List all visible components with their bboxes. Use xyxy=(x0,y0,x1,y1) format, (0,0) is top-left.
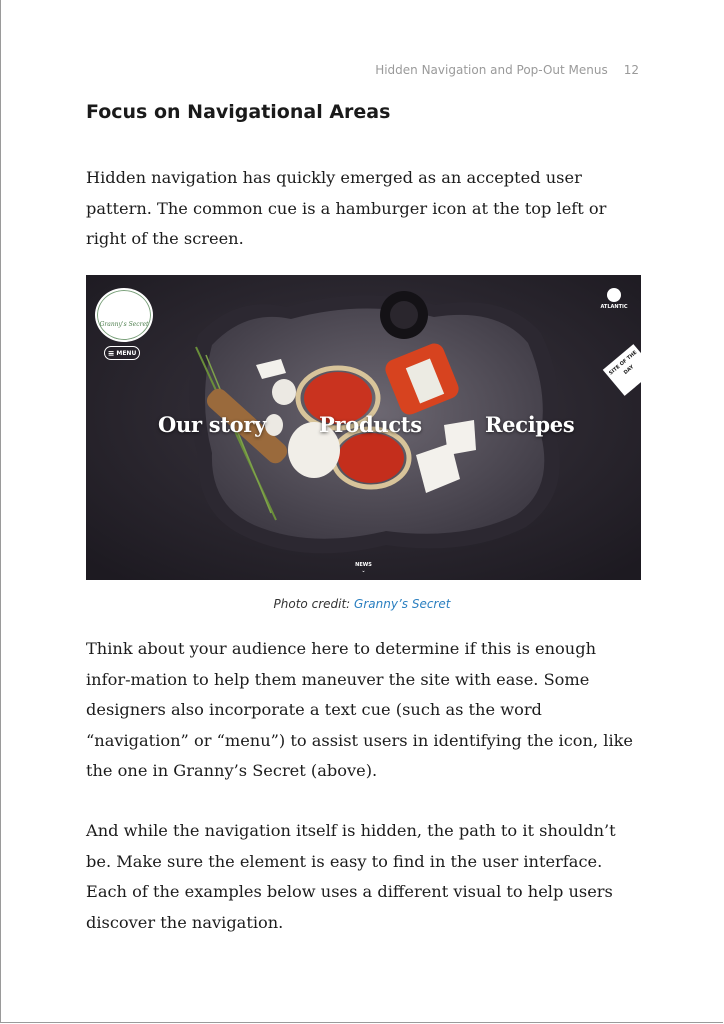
page-number: 12 xyxy=(623,63,639,77)
atlantic-awards-badge[interactable] xyxy=(599,288,629,310)
grannys-secret-screenshot xyxy=(86,275,641,580)
running-header xyxy=(375,63,639,77)
awards-label: SITE OF THE DAY xyxy=(608,349,639,377)
atlantic-label: ATLANTIC xyxy=(600,304,628,310)
nav-item-recipes[interactable]: Recipes xyxy=(485,412,575,437)
nav-item-products[interactable]: Products xyxy=(319,412,422,437)
menu-button[interactable] xyxy=(104,346,140,360)
audience-paragraph: Think about your audience here to determine if this is enough infor-mation to help them maneuver the site with ease. Some designers also incorporate a text cue (such as the word “navigation” or “menu”) to assist users in identifying the icon, like the one in Granny’s Secret (above). xyxy=(86,639,634,780)
news-link[interactable] xyxy=(86,562,641,574)
hamburger-icon: ≡ xyxy=(107,349,115,358)
section-title: Focus on Navigational Areas xyxy=(86,101,391,123)
caption-prefix: Photo credit: xyxy=(273,597,351,611)
news-label: NEWS xyxy=(355,562,372,568)
grannys-secret-link[interactable]: Granny’s Secret xyxy=(354,597,451,611)
logo-text: Granny's Secret xyxy=(99,321,149,328)
path-paragraph: And while the navigation itself is hidden, the path to it shouldn’t be. Make sure the element is easy to find in the user interface. Each of the examples below uses a different visual to help users discover the navigation. xyxy=(86,821,616,932)
grannys-secret-logo[interactable] xyxy=(95,288,153,342)
menu-label: MENU xyxy=(116,350,137,357)
chevron-down-icon: ⌄ xyxy=(361,568,366,574)
running-title: Hidden Navigation and Pop-Out Menus xyxy=(375,63,608,77)
nav-item-our-story[interactable]: Our story xyxy=(158,412,267,437)
atlantic-logo-icon xyxy=(607,288,621,302)
intro-paragraph: Hidden navigation has quickly emerged as an accepted user pattern. The common cue is a hamburger icon at the top left or right of the screen. xyxy=(86,168,607,248)
photo-credit xyxy=(0,597,724,611)
